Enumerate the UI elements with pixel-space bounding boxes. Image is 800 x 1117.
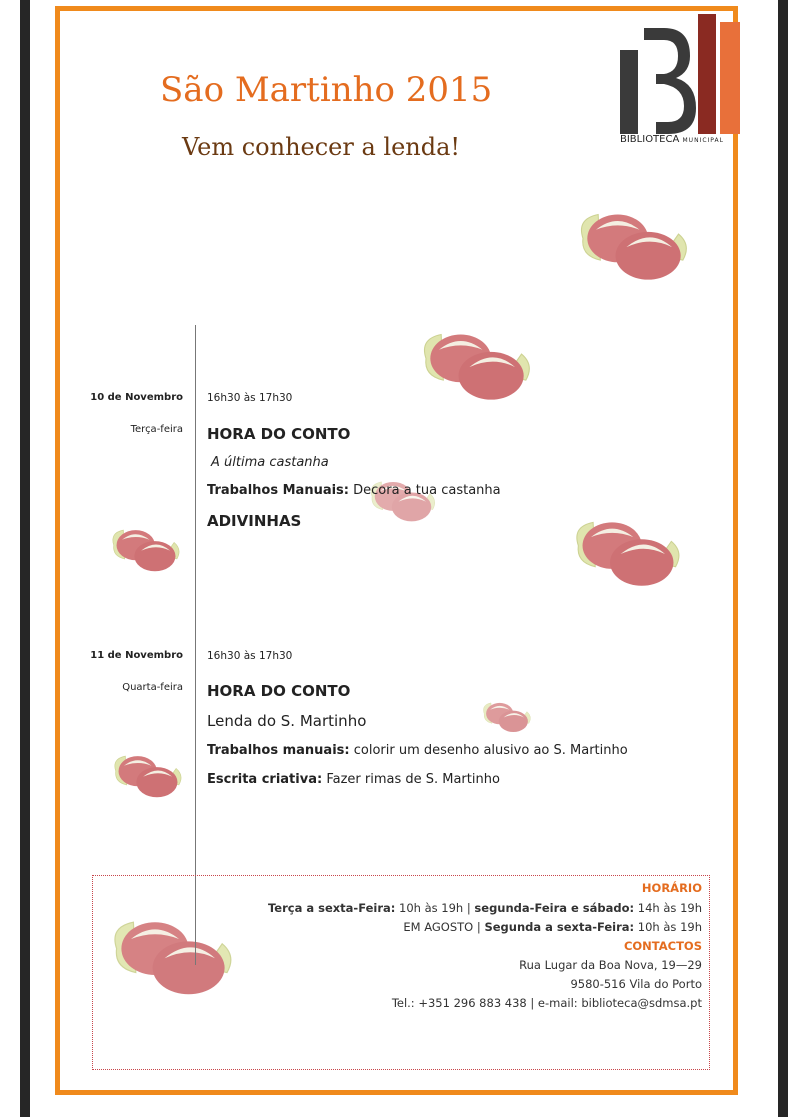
event-activity-text: colorir um desenho alusivo ao S. Martinho bbox=[353, 743, 628, 758]
chestnut-icon bbox=[107, 752, 189, 800]
event-activity-label: Trabalhos Manuais: bbox=[207, 483, 349, 498]
chestnut-icon bbox=[478, 700, 536, 734]
event-activity-text: Decora a tua castanha bbox=[353, 483, 501, 498]
event-date: 11 de Novembro bbox=[90, 650, 183, 661]
phone-email: Tel.: +351 296 883 438 | e-mail: biblioteca@sdmsa.pt bbox=[391, 996, 702, 1010]
schedule-hours: 14h às 19h bbox=[637, 901, 702, 915]
event-activity bbox=[207, 483, 501, 498]
left-edge-bar bbox=[20, 0, 30, 1117]
page-subtitle: Vem conhecer a lenda! bbox=[182, 133, 461, 161]
event-activity bbox=[207, 743, 628, 758]
chestnut-icon bbox=[565, 516, 691, 590]
address-line-1: Rua Lugar da Boa Nova, 19—29 bbox=[519, 958, 702, 972]
schedule-label: Segunda a sexta-Feira: bbox=[484, 920, 635, 934]
chestnut-icon bbox=[105, 526, 187, 574]
logo-text bbox=[620, 134, 724, 145]
event-extra: ADIVINHAS bbox=[207, 512, 302, 530]
schedule-line-1 bbox=[268, 901, 702, 915]
contacts-header: CONTACTOS bbox=[623, 939, 702, 953]
event-story: A última castanha bbox=[211, 455, 329, 470]
event-writing-text: Fazer rimas de S. Martinho bbox=[326, 772, 500, 787]
chestnut-icon bbox=[570, 208, 698, 284]
schedule-hours: 10h às 19h | bbox=[399, 901, 471, 915]
schedule-line-2 bbox=[403, 920, 702, 934]
schedule-header: HORÁRIO bbox=[641, 881, 702, 895]
chestnut-icon bbox=[413, 328, 541, 404]
event-weekday: Quarta-feira bbox=[122, 682, 183, 693]
page-title: São Martinho 2015 bbox=[160, 70, 493, 110]
event-time: 16h30 às 17h30 bbox=[207, 650, 293, 662]
event-time: 16h30 às 17h30 bbox=[207, 392, 293, 404]
right-edge-bar bbox=[778, 0, 788, 1117]
event-heading: HORA DO CONTO bbox=[207, 425, 351, 443]
logo-text-main: BIBLIOTECA bbox=[620, 134, 680, 145]
schedule-period: EM AGOSTO | bbox=[403, 920, 481, 934]
event-writing-label: Escrita criativa: bbox=[207, 772, 323, 787]
schedule-hours: 10h às 19h bbox=[637, 920, 702, 934]
timeline-line bbox=[195, 325, 196, 965]
logo-text-small: MUNICIPAL bbox=[682, 137, 724, 144]
event-activity-label: Trabalhos manuais: bbox=[207, 743, 350, 758]
event-date: 10 de Novembro bbox=[90, 392, 183, 403]
schedule-label: Terça a sexta-Feira: bbox=[267, 901, 396, 915]
address-line-2: 9580-516 Vila do Porto bbox=[570, 977, 702, 991]
schedule-label: segunda-Feira e sábado: bbox=[474, 901, 635, 915]
event-writing bbox=[207, 772, 500, 787]
event-story: Lenda do S. Martinho bbox=[207, 712, 367, 730]
event-weekday: Terça-feira bbox=[130, 424, 183, 435]
event-heading: HORA DO CONTO bbox=[207, 682, 351, 700]
library-logo-icon bbox=[620, 14, 742, 154]
